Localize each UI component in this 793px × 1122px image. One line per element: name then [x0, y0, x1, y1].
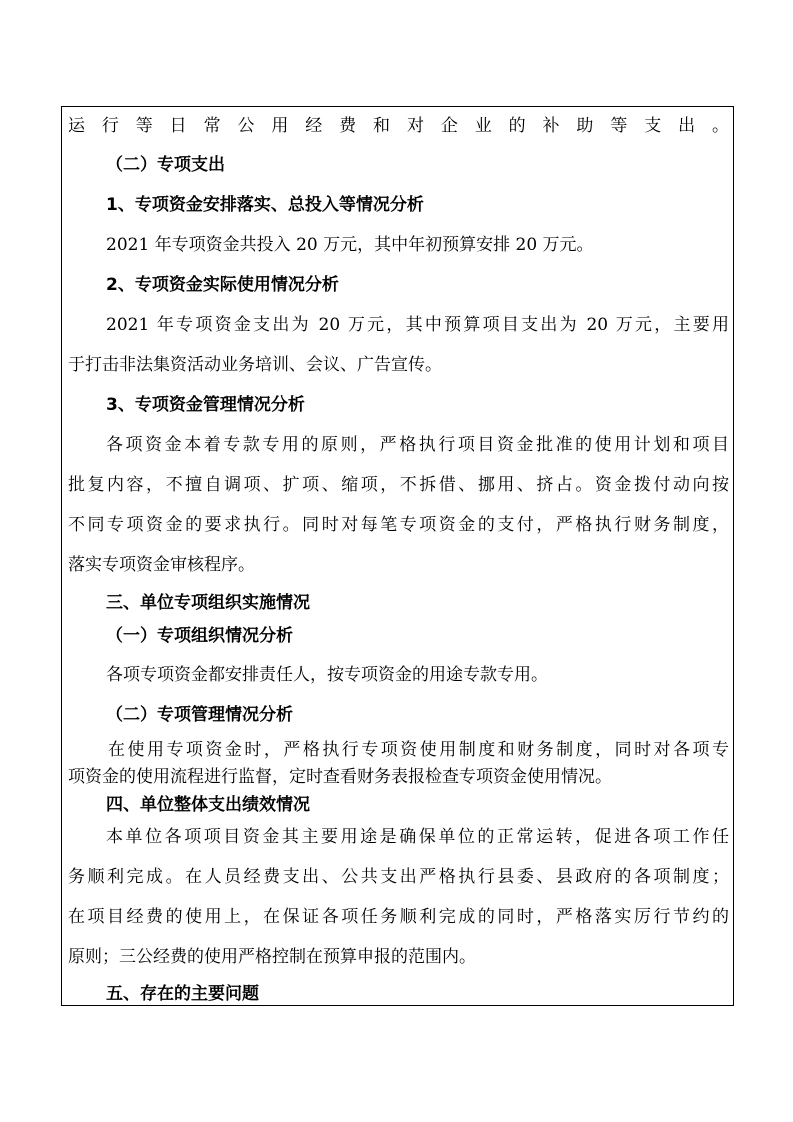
paragraph-line: 各项资金本着专款专用的原则，严格执行项目资金批准的使用计划和项目 — [106, 435, 729, 455]
paragraph-line: 2021 年专项资金共投入 20 万元，其中年初预算安排 20 万元。 — [106, 235, 594, 255]
paragraph-line: 于打击非法集资活动业务培训、会议、广告宣传。 — [68, 355, 442, 375]
section-heading: 四、单位整体支出绩效情况 — [106, 795, 310, 815]
paragraph-line: 务顺利完成。在人员经费支出、公共支出严格执行县委、县政府的各项制度； — [68, 867, 729, 887]
section-heading: 五、存在的主要问题 — [106, 984, 259, 1004]
paragraph-line: 运行等日常公用经费和对企业的补助等支出。 — [68, 116, 729, 136]
paragraph-line: 不同专项资金的要求执行。同时对每笔专项资金的支付，严格执行财务制度， — [68, 515, 729, 535]
paragraph-line: 批复内容，不擅自调项、扩项、缩项，不拆借、挪用、挤占。资金拨付动向按 — [68, 475, 729, 495]
paragraph-line: 在使用专项资金时，严格执行专项资使用制度和财务制度，同时对各项专 — [108, 740, 729, 760]
paragraph-line: 原则；三公经费的使用严格控制在预算申报的范围内。 — [68, 947, 476, 967]
subsection-heading: 2、专项资金实际使用情况分析 — [106, 275, 339, 295]
paragraph-line: 落实专项资金审核程序。 — [68, 555, 255, 575]
paragraph-line: 2021 年专项资金支出为 20 万元，其中预算项目支出为 20 万元，主要用 — [106, 315, 729, 335]
subsection-heading: 1、专项资金安排落实、总投入等情况分析 — [106, 195, 424, 215]
section-heading: 三、单位专项组织实施情况 — [106, 593, 310, 613]
section-heading: （一）专项组织情况分析 — [106, 626, 293, 646]
subsection-heading: 3、专项资金管理情况分析 — [106, 395, 305, 415]
paragraph-line: 在项目经费的使用上，在保证各项任务顺利完成的同时，严格落实厉行节约的 — [68, 907, 729, 927]
section-heading: （二）专项管理情况分析 — [106, 705, 293, 725]
section-heading: （二）专项支出 — [106, 155, 225, 175]
paragraph-line: 各项专项资金都安排责任人，按专项资金的用途专款专用。 — [106, 665, 548, 685]
paragraph-line: 本单位各项项目资金其主要用途是确保单位的正常运转，促进各项工作任 — [106, 827, 729, 847]
paragraph-line: 项资金的使用流程进行监督，定时查看财务表报检查专项资金使用情况。 — [68, 767, 612, 787]
